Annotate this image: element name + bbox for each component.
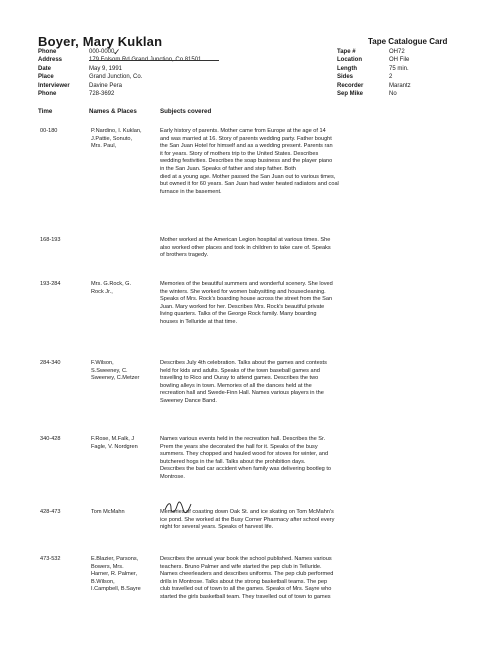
strikethrough-line bbox=[89, 60, 219, 61]
entry-subjects: Memories of the beautiful summers and wonderful scenery. She loved the winters. She worked for women babysitting and housecleaning. Speaks of Mrs. Rock's boarding house across the street from the San Juan. Mary worked for her. Describes Mrs. Rock's beautiful private living quarters. Talks of the George Rock family. Many boarding houses in Telluride at that time. bbox=[160, 281, 333, 325]
field-label-sides: Sides bbox=[337, 74, 354, 81]
field-value-phone: 000-0000 bbox=[89, 49, 115, 55]
entry-time: 428-473 bbox=[40, 509, 61, 515]
entry-time: 340-428 bbox=[40, 436, 61, 442]
field-value-sides: 2 bbox=[389, 74, 393, 81]
field-label-length: Length bbox=[337, 65, 357, 72]
card-title: Tape Catalogue Card bbox=[368, 37, 448, 46]
entry-names: F.Wilson, S.Sweeney, C. Sweeney, C.Metzer bbox=[91, 360, 140, 382]
entry-subjects: Names various events held in the recreation hall. Describes the Sr. Prem the years she decorated the hall for it. Speaks of the busy summers. They chopped and hauled wood for stoves for winter, and butchered hogs in the fall. Talks about the prohibition days. Describes the bad car accident when family was delivering bootleg to Montrose. bbox=[160, 436, 332, 480]
field-label-sep-mike: Sep Mike bbox=[337, 91, 364, 97]
field-value-recorder: Marantz bbox=[389, 82, 411, 89]
entry-time: 00-180 bbox=[40, 128, 58, 134]
entry-time: 168-193 bbox=[40, 237, 61, 243]
field-value-interviewer-phone: 728-3692 bbox=[89, 91, 115, 97]
entry-names: F.Rose, M.Falk, J Fagle, V. Nordgren bbox=[91, 436, 138, 450]
entry-names: Mrs. G.Rock, G. Rock Jr., bbox=[91, 281, 132, 295]
field-label-interviewer-phone: Phone bbox=[38, 91, 57, 97]
entry-time: 284-340 bbox=[40, 360, 61, 366]
field-label-address: Address bbox=[38, 57, 63, 64]
field-value-length: 75 min. bbox=[389, 65, 409, 72]
field-label-date: Date bbox=[38, 65, 52, 72]
field-label-tape: Tape # bbox=[337, 49, 356, 55]
field-label-recorder: Recorder bbox=[337, 82, 364, 89]
right-metadata bbox=[337, 48, 487, 104]
check-mark-icon: ✓ bbox=[113, 47, 121, 57]
entry-names: P.Nardino, I. Kuklan, J.Pattie, Sonuto, Mrs. Paul, bbox=[91, 128, 142, 150]
entry-subjects: Mother worked at the American Legion hospital at various times. She also worked other places and took in children to take care of. Speaks of brothers tragedy. bbox=[160, 237, 331, 259]
field-label-phone: Phone bbox=[38, 49, 57, 55]
left-metadata bbox=[38, 48, 338, 104]
column-header-time: Time bbox=[38, 108, 53, 115]
field-value-tape: OH72 bbox=[389, 49, 405, 55]
field-value-interviewer: Davine Pera bbox=[89, 82, 123, 89]
entry-time: 473-532 bbox=[40, 556, 61, 562]
field-value-sep-mike: No bbox=[389, 91, 397, 97]
entry-subjects: Early history of parents. Mother came from Europe at the age of 14 and was married at 16. Story of parents wedding party. Father bought the San Juan Hotel for himself and as a wedding present. Parents ran it for years. Story of mothers trip to the United States. Describes wedding festivities. Describes the soap business and the player piano in the San Juan. Speaks of father and step father. Both died at a young age. Mother passed the San Juan out to various times, but owned it for 60 years. San Juan had water heated radiators and coal furnace in the basement. bbox=[160, 128, 339, 195]
field-label-place: Place bbox=[38, 74, 54, 81]
entry-names: Tom McMahn bbox=[91, 509, 125, 515]
interviewee-name: Boyer, Mary Kuklan bbox=[38, 34, 163, 49]
column-header-names: Names & Places bbox=[89, 108, 137, 115]
entry-names: E.Blazier, Parsons, Bowers, Mrs. Harner, R. Palmer, B.Wilson, I.Campbell, B.Sayre bbox=[91, 556, 141, 593]
field-label-location: Location bbox=[337, 57, 362, 64]
entry-time: 193-284 bbox=[40, 281, 61, 287]
field-value-place: Grand Junction, Co. bbox=[89, 74, 143, 81]
field-label-interviewer: Interviewer bbox=[38, 82, 70, 89]
field-value-location: OH File bbox=[389, 57, 410, 64]
entry-subjects: Memories of coasting down Oak St. and ice skating on Tom McMahn's ice pond. She worked at the Busy Corner Pharmacy after school every night for several years. Speaks of harvest life. bbox=[160, 509, 335, 531]
column-header-subjects: Subjects covered bbox=[160, 108, 212, 115]
entry-subjects: Describes the annual year book the school published. Names various teachers. Bruno Palmer and wife started the pep club in Telluride. Names cheerleaders and describes uniforms. The pep club performed drills in Montrose. Talks about the strong basketball teams. The pep club travelled out of town to all the games. Speaks of Mrs. Sayre who started the girls basketball team. They travelled out of town to games bbox=[160, 556, 334, 600]
field-value-date: May 9, 1991 bbox=[89, 65, 123, 72]
entry-subjects: Describes July 4th celebration. Talks about the games and contests held for kids and adults. Speaks of the town baseball games and travelling to Rico and Ouray to attend games. Describes the two bowling alleys in town. Memories of all the dances held at the recreation hall and Swede-Finn Hall. Names various players in the Sweeney Dance Band. bbox=[160, 360, 327, 404]
